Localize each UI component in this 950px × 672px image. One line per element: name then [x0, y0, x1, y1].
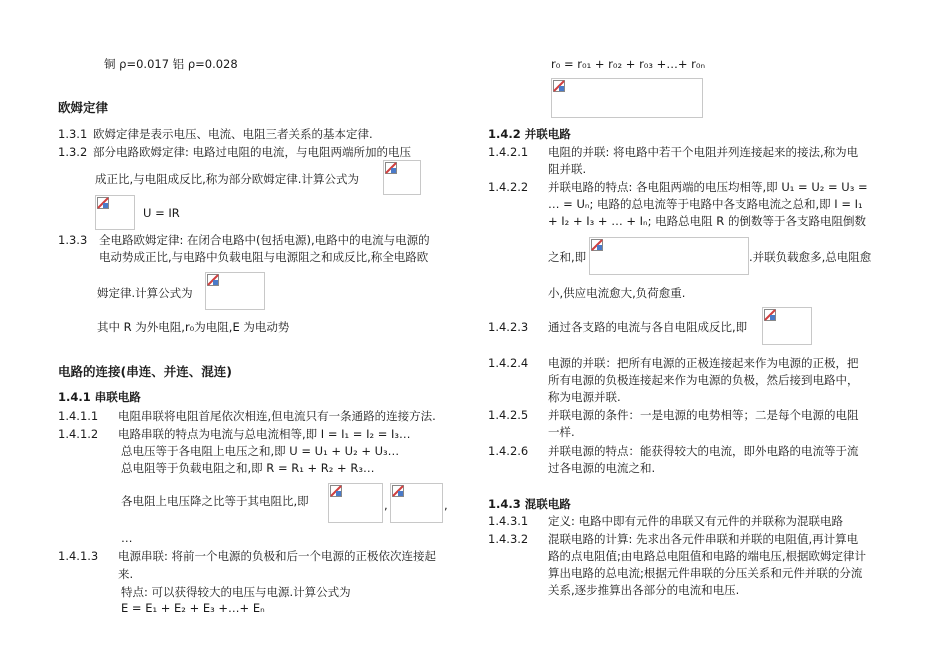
section-1-4-3-1-text: 定义: 电路中即有元件的串联又有元件的并联称为混联电路 [548, 514, 844, 528]
section-1-4-1-2-line4: 各电阻上电压降之比等于其电阻比,即 [121, 494, 309, 508]
ellipsis: … [121, 531, 133, 545]
section-1-4-2-6-line2: 过各电源的电流之和. [548, 461, 656, 475]
section-1-4-2-2-line4a: 之和,即 [548, 250, 587, 264]
ohm-law-heading: 欧姆定律 [58, 100, 109, 115]
section-1-4-1-2-number: 1.4.1.2 [58, 427, 99, 441]
section-1-4-2-1-line2: 阻并联. [548, 162, 587, 176]
section-1-4-1-2-line2: 总电压等于各电阻上电压之和,即 U = U₁ + U₂ + U₃… [121, 444, 400, 458]
section-1-4-2-5-line1: 并联电源的条件：一是电源的电势相等；二是每个电源的电阻 [548, 408, 859, 422]
section-1-3-3-number: 1.3.3 [58, 233, 88, 247]
section-1-4-2-3-number: 1.4.2.3 [488, 320, 529, 334]
series-circuit-title: 1.4.1 串联电路 [58, 390, 141, 404]
series-emf-formula: E = E₁ + E₂ + E₃ +…+ Eₙ [121, 601, 265, 615]
section-1-4-2-6-line1: 并联电源的特点：能获得较大的电流，即外电路的电流等于流 [548, 444, 859, 458]
section-1-4-1-3-line3: 特点: 可以获得较大的电压与电源.计算公式为 [121, 585, 351, 599]
section-1-4-1-3-line1: 电源串联: 将前一个电源的负极和后一个电源的正极依次连接起 [118, 549, 437, 563]
section-1-3-3-line1: 全电路欧姆定律: 在闭合电路中(包括电源),电路中的电流与电源的 [99, 233, 430, 247]
section-1-4-2-1-line1: 电阻的并联: 将电路中若干个电阻并列连接起来的接法,称为电 [548, 145, 859, 159]
section-1-4-2-2-line5: 小,供应电流愈大,负荷愈重. [548, 286, 686, 300]
section-1-4-1-3-number: 1.4.1.3 [58, 549, 99, 563]
section-1-4-2-2-line1: 并联电路的特点: 各电阻两端的电压均相等,即 U₁ = U₂ = U₃ = [548, 180, 868, 194]
formula-image-placeholder [390, 483, 443, 523]
section-1-4-3-2-line1: 混联电路的计算: 先求出各元件串联和并联的电阻值,再计算电 [548, 532, 859, 546]
separator-comma: , [444, 498, 448, 512]
section-1-4-2-6-number: 1.4.2.6 [488, 444, 529, 458]
section-1-4-3-1-number: 1.4.3.1 [488, 514, 529, 528]
section-1-4-2-4-line3: 称为电源并联. [548, 390, 621, 404]
section-1-4-2-2-number: 1.4.2.2 [488, 180, 529, 194]
formula-image-placeholder [589, 237, 749, 275]
section-1-3-3-note: 其中 R 为外电阻,r₀为电阻,E 为电动势 [97, 320, 290, 334]
section-1-4-2-4-line1: 电源的并联：把所有电源的正极连接起来作为电源的正极，把 [548, 356, 859, 370]
formula-image-placeholder [762, 307, 812, 345]
section-1-4-1-3-line2: 来. [118, 567, 134, 581]
section-1-4-2-2-line4b: .并联负载愈多,总电阻愈 [749, 250, 872, 264]
section-1-4-2-4-line2: 所有电源的负极连接起来作为电源的负极，然后接到电路中， [548, 373, 859, 387]
formula-image-placeholder [328, 483, 383, 523]
section-1-3-2-number: 1.3.2 [58, 145, 88, 159]
section-1-3-3-line3: 姆定律.计算公式为 [97, 286, 193, 300]
section-1-4-1-1-text: 电阻串联将电阻首尾依次相连,但电流只有一条通路的连接方法. [118, 409, 436, 423]
section-1-4-1-2-line1: 电路串联的特点为电流与总电流相等,即 I = I₁ = I₂ = I₃… [118, 427, 411, 441]
section-1-4-1-1-number: 1.4.1.1 [58, 409, 99, 423]
section-1-4-2-5-line2: 一样. [548, 425, 575, 439]
internal-resistance-formula: r₀ = r₀₁ + r₀₂ + r₀₃ +…+ r₀ₙ [551, 57, 706, 71]
separator-comma: , [384, 498, 388, 512]
section-1-4-3-2-number: 1.4.3.2 [488, 532, 529, 546]
formula-image-placeholder [95, 195, 135, 230]
formula-image-placeholder [551, 78, 703, 118]
section-1-4-2-5-number: 1.4.2.5 [488, 408, 529, 422]
section-1-4-2-4-number: 1.4.2.4 [488, 356, 529, 370]
section-1-3-2-line2: 成正比,与电阻成反比,称为部分欧姆定律.计算公式为 [95, 172, 359, 186]
section-1-3-2-line1: 部分电路欧姆定律: 电路过电阻的电流，与电阻两端所加的电压 [93, 145, 412, 159]
section-1-4-3-2-line3: 算出电路的总电流;根据元件串联的分压关系和元件并联的分流 [548, 566, 863, 580]
section-1-4-2-3-text: 通过各支路的电流与各自电阻成反比,即 [548, 320, 748, 334]
parallel-circuit-title: 1.4.2 并联电路 [488, 127, 571, 141]
section-1-4-1-2-line3: 总电阻等于负载电阻之和,即 R = R₁ + R₂ + R₃… [121, 461, 375, 475]
formula-image-placeholder [205, 272, 265, 310]
section-1-4-2-1-number: 1.4.2.1 [488, 145, 529, 159]
section-1-4-3-2-line2: 路的点电阻值;由电路总电阻值和电路的端电压,根据欧姆定律计 [548, 549, 867, 563]
formula-image-placeholder [383, 160, 421, 195]
section-1-4-3-2-line4: 关系,逐步推算出各部分的电流和电压. [548, 583, 740, 597]
ohm-formula: U = IR [143, 206, 180, 220]
section-1-3-3-line2: 电动势成正比,与电路中负载电阻与电源阻之和成反比,称全电路欧 [99, 250, 429, 264]
resistivity-values: 铜 ρ=0.017 铝 ρ=0.028 [104, 57, 238, 71]
section-1-3-1-number: 1.3.1 [58, 127, 88, 141]
section-1-4-2-2-line3: + I₂ + I₃ + … + Iₙ; 电路总电阻 R 的倒数等于各支路电阻倒数 [548, 214, 866, 228]
connection-heading: 电路的连接(串连、并连、混连) [58, 364, 232, 379]
mixed-circuit-title: 1.4.3 混联电路 [488, 497, 571, 511]
section-1-4-2-2-line2: … = Uₙ; 电路的总电流等于电路中各支路电流之总和,即 I = I₁ [548, 197, 863, 211]
section-1-3-1-text: 欧姆定律是表示电压、电流、电阻三者关系的基本定律. [93, 127, 373, 141]
